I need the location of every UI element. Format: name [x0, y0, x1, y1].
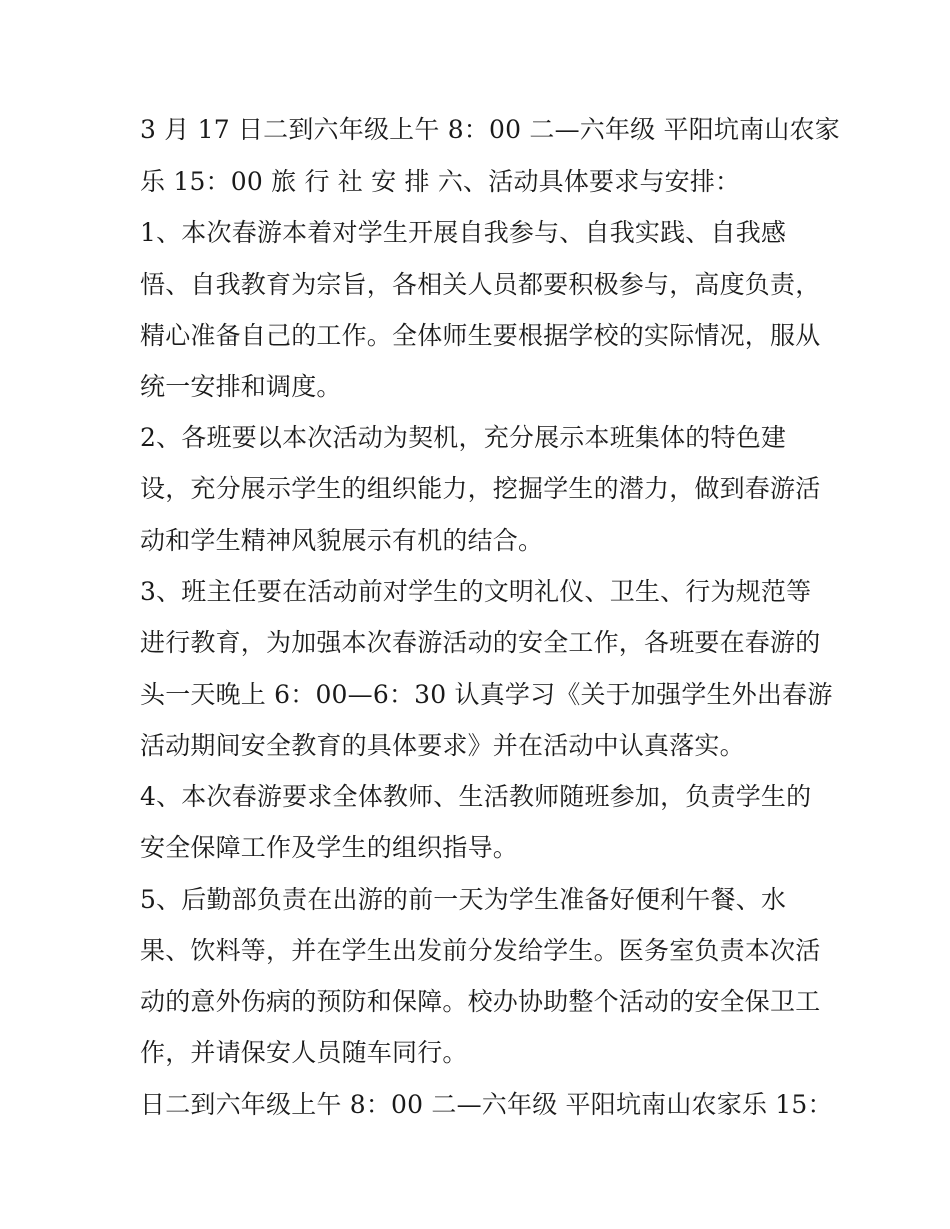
text-line: 3 月 17 日二到六年级上午 8：00 二—六年级 平阳坑南山农家 [140, 115, 840, 144]
text-line: 3、班主任要在活动前对学生的文明礼仪、卫生、行为规范等 [140, 577, 812, 606]
text-line: 4、本次春游要求全体教师、生活教师随班参加，负责学生的 [140, 782, 812, 811]
text-line: 精心准备自己的工作。全体师生要根据学校的实际情况，服从 [140, 321, 821, 350]
text-line: 设，充分展示学生的组织能力，挖掘学生的潜力，做到春游活 [140, 474, 821, 503]
text-line: 统一安排和调度。 [140, 372, 342, 401]
text-line: 动的意外伤病的预防和保障。校办协助整个活动的安全保卫工 [140, 987, 821, 1016]
text-line: 头一天晚上 6：00—6：30 认真学习《关于加强学生外出春游 [140, 680, 833, 709]
text-line: 进行教育，为加强本次春游活动的安全工作，各班要在春游的 [140, 628, 821, 657]
text-line: 活动期间安全教育的具体要求》并在活动中认真落实。 [140, 731, 745, 760]
text-line: 悟、自我教育为宗旨，各相关人员都要积极参与，高度负责， [140, 270, 821, 299]
text-line: 2、各班要以本次活动为契机，充分展示本班集体的特色建 [140, 423, 787, 452]
text-line: 乐 15：00 旅 行 社 安 排 六、活动具体要求与安排： [140, 167, 741, 196]
text-line: 1、本次春游本着对学生开展自我参与、自我实践、自我感 [140, 218, 787, 247]
text-line: 5、后勤部负责在出游的前一天为学生准备好便利午餐、水 [140, 885, 787, 914]
text-line: 作，并请保安人员随车同行。 [140, 1038, 468, 1067]
text-line: 日二到六年级上午 8：00 二—六年级 平阳坑南山农家乐 15： [140, 1090, 833, 1119]
text-line: 安全保障工作及学生的组织指导。 [140, 833, 519, 862]
text-line: 动和学生精神风貌展示有机的结合。 [140, 526, 544, 555]
text-line: 果、饮料等，并在学生出发前分发给学生。医务室负责本次活 [140, 936, 821, 965]
